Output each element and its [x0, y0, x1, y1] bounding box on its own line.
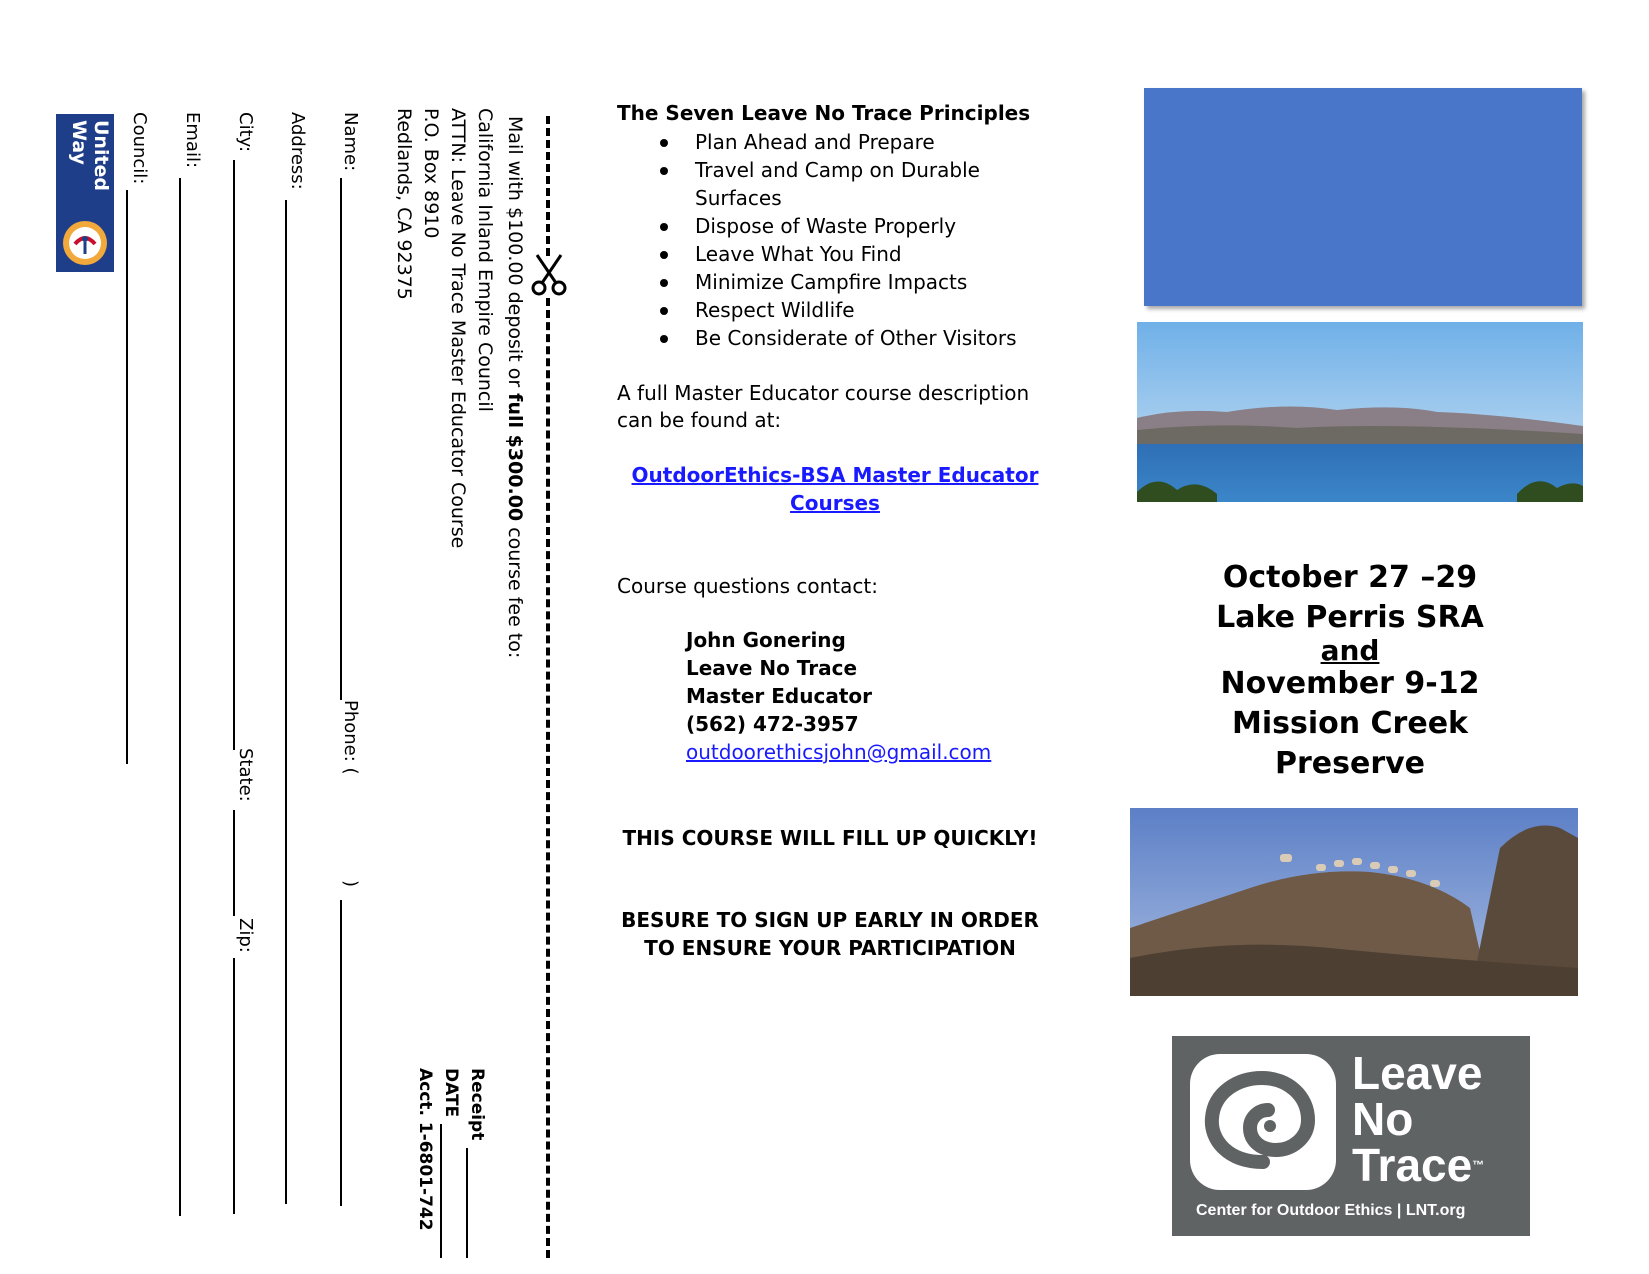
list-item: Plan Ahead and Prepare [652, 128, 1072, 156]
list-item: Minimize Campfire Impacts [652, 268, 1072, 296]
lnt-subtitle: Center for Outdoor Ethics | LNT.org [1196, 1202, 1466, 1219]
trademark-mark: ™ [1472, 1158, 1485, 1172]
address-label: Address: [287, 112, 308, 190]
council-field[interactable] [126, 190, 128, 764]
address-line-city: Redlands, CA 92375 [393, 108, 415, 300]
course-dates [1180, 558, 1520, 784]
phone-label: Phone: ( [340, 700, 361, 775]
date-field[interactable] [440, 1124, 442, 1258]
date-line-2: Lake Perris SRA [1216, 600, 1484, 635]
list-item: Travel and Camp on Durable Surfaces [652, 156, 1072, 212]
full-fee-amount: full $300.00 [504, 393, 526, 522]
phone-field[interactable] [340, 900, 342, 1206]
lnt-word-trace: Trace™ [1352, 1139, 1485, 1191]
state-label: State: [235, 748, 256, 802]
blue-header-box [1144, 88, 1582, 306]
list-item: Leave What You Find [652, 240, 1072, 268]
contact-name: John Gonering [686, 628, 846, 652]
united-way-logo: United Way [56, 114, 114, 272]
date-label: DATE [441, 1068, 461, 1118]
date-line-3: November 9-12 [1220, 666, 1480, 701]
leave-no-trace-logo [1172, 1036, 1530, 1236]
contact-phone: (562) 472-3957 [686, 712, 859, 736]
cut-line-top [546, 116, 550, 256]
master-educator-courses-link[interactable]: OutdoorEthics-BSA Master Educator Courses [631, 463, 1039, 515]
list-item: Be Considerate of Other Visitors [652, 324, 1072, 352]
name-field[interactable] [340, 178, 342, 700]
lnt-swirl-icon [1188, 1052, 1338, 1192]
date-line-5: Preserve [1274, 746, 1426, 781]
principles-title: The Seven Leave No Trace Principles [617, 101, 1031, 125]
fill-up-warning: THIS COURSE WILL FILL UP QUICKLY! [622, 826, 1038, 850]
date-and: and [1320, 634, 1380, 667]
sign-up-warning: BESURE TO SIGN UP EARLY IN ORDER TO ENSURE YOUR PARTICIPATION [621, 908, 1039, 960]
zip-label: Zip: [235, 918, 256, 953]
email-label: Email: [182, 112, 203, 169]
receipt-label: Receipt [467, 1068, 487, 1141]
scissors-icon [529, 252, 569, 296]
lnt-word-no: No [1352, 1093, 1414, 1145]
united-way-hand-icon [61, 218, 109, 268]
lnt-word-leave: Leave [1352, 1047, 1483, 1099]
email-field[interactable] [179, 178, 181, 1216]
city-field[interactable] [233, 160, 235, 750]
contact-block [686, 626, 991, 766]
address-field[interactable] [285, 200, 287, 1204]
date-line-4: Mission Creek [1231, 706, 1468, 741]
lake-perris-photo [1137, 322, 1583, 502]
contact-title-1: Leave No Trace [686, 656, 858, 680]
mail-instructions: Mail with $100.00 deposit or full $300.00 course fee to: [504, 116, 526, 659]
address-line-council: California Inland Empire Council [474, 108, 496, 412]
mission-creek-photo [1130, 808, 1578, 996]
course-description: A full Master Educator course description can be found at: [617, 381, 1030, 432]
date-line-1: October 27 –29 [1222, 560, 1478, 595]
name-label: Name: [340, 112, 361, 172]
zip-field[interactable] [233, 958, 235, 1214]
council-label: Council: [129, 112, 150, 185]
address-line-attn: ATTN: Leave No Trace Master Educator Course [447, 108, 469, 549]
contact-label: Course questions contact: [617, 574, 878, 598]
receipt-field[interactable] [466, 1148, 468, 1258]
city-label: City: [235, 112, 256, 153]
acct-label: Acct. 1-6801-742 [415, 1068, 435, 1231]
state-field[interactable] [233, 810, 235, 916]
contact-title-2: Master Educator [686, 684, 872, 708]
address-line-pobox: P.O. Box 8910 [420, 108, 442, 239]
list-item: Respect Wildlife [652, 296, 1072, 324]
contact-email-link[interactable]: outdoorethicsjohn@gmail.com [686, 740, 992, 764]
cut-line-bottom [546, 298, 550, 1258]
list-item: Dispose of Waste Properly [652, 212, 1072, 240]
phone-close-paren: ) [340, 880, 361, 888]
principles-list [652, 128, 1072, 352]
